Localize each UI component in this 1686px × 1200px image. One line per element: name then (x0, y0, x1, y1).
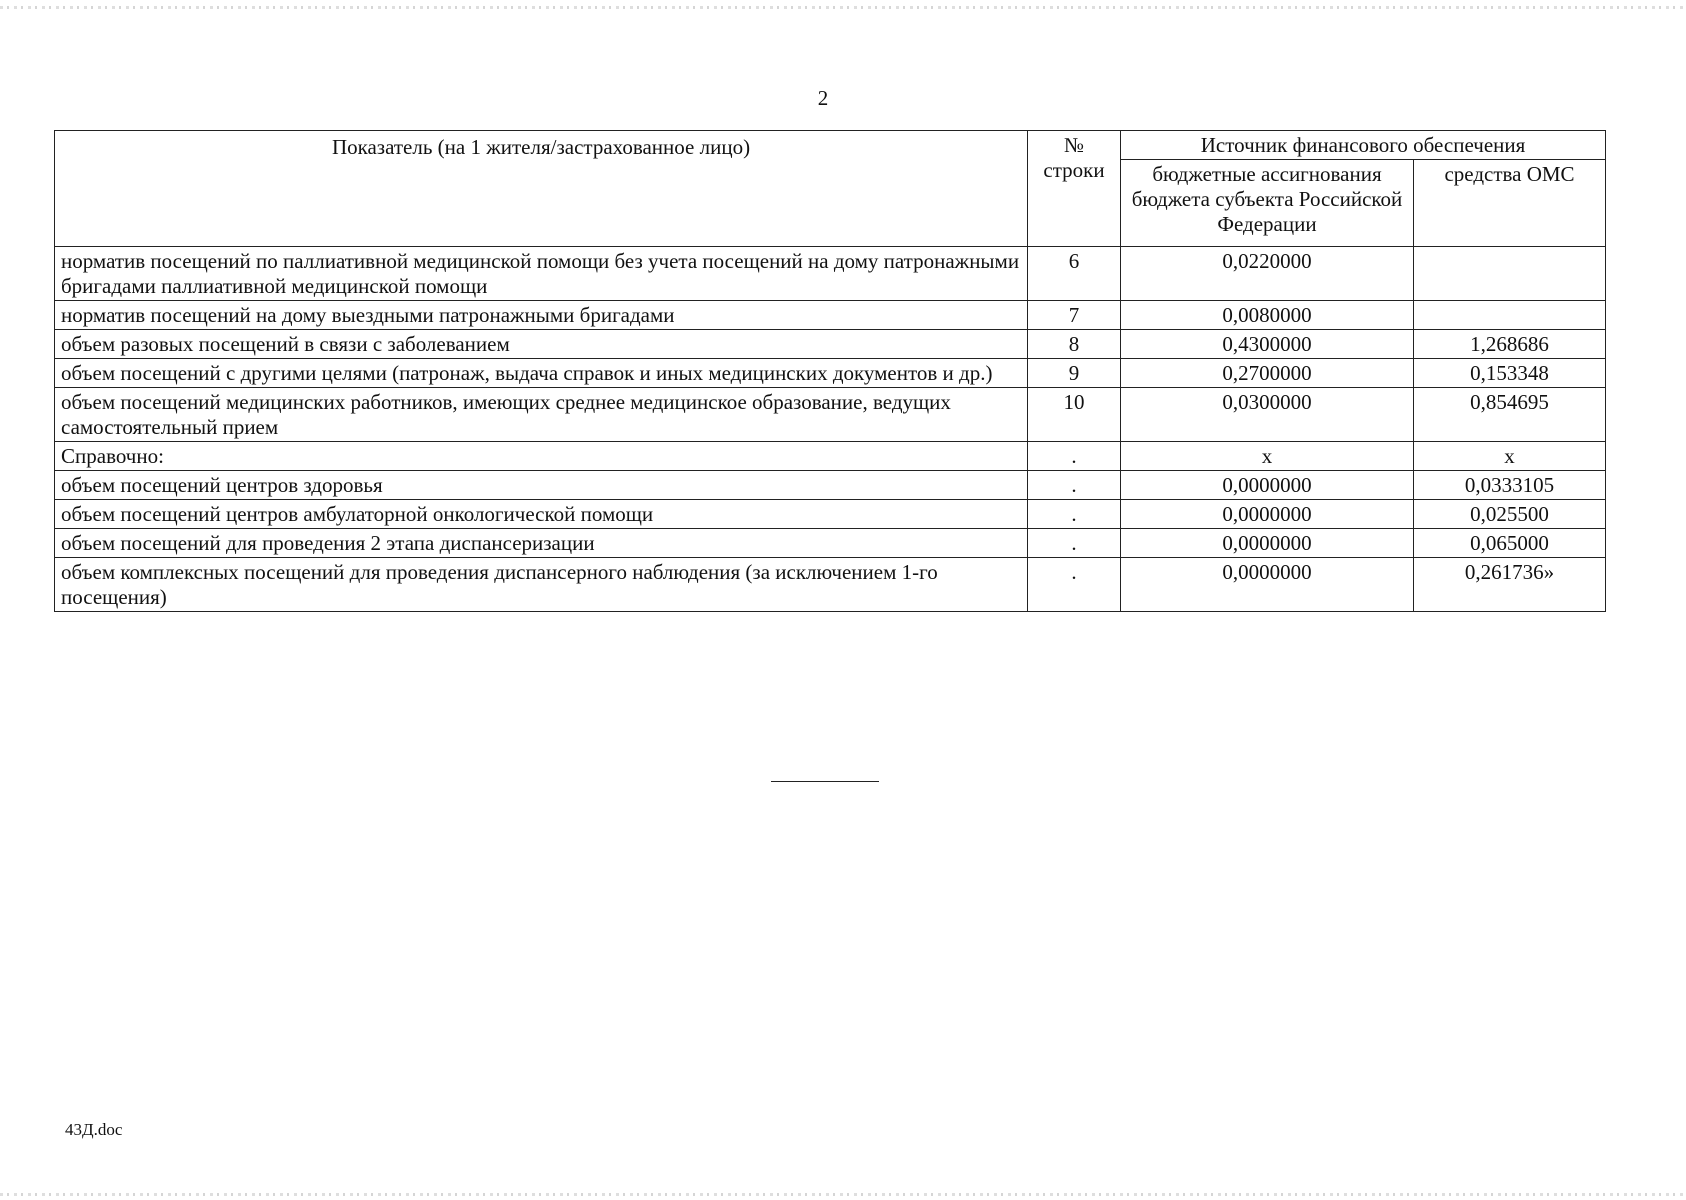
row-oms-value (1414, 301, 1606, 330)
row-budget-value: 0,2700000 (1121, 359, 1414, 388)
row-budget-value: 0,0220000 (1121, 247, 1414, 301)
row-budget-value: 0,0000000 (1121, 529, 1414, 558)
row-indicator: объем разовых посещений в связи с заболеванием (55, 330, 1028, 359)
row-number: . (1028, 500, 1121, 529)
table-row (55, 301, 1606, 330)
header-row-top (55, 131, 1606, 160)
header-row-number (1028, 131, 1121, 247)
row-indicator: объем посещений для проведения 2 этапа диспансеризации (55, 529, 1028, 558)
row-budget-value: х (1121, 442, 1414, 471)
row-oms-value: 0,261736» (1414, 558, 1606, 612)
table-row (55, 442, 1606, 471)
row-indicator: объем комплексных посещений для проведения диспансерного наблюдения (за исключением 1-го посещения) (55, 558, 1028, 612)
row-number: 8 (1028, 330, 1121, 359)
row-oms-value: 0,065000 (1414, 529, 1606, 558)
row-number: . (1028, 558, 1121, 612)
row-indicator: Справочно: (55, 442, 1028, 471)
header-indicator: Показатель (на 1 жителя/застрахованное лицо) (55, 131, 1028, 247)
table-row (55, 388, 1606, 442)
row-indicator: объем посещений центров здоровья (55, 471, 1028, 500)
row-oms-value: 0,025500 (1414, 500, 1606, 529)
row-oms-value: 0,854695 (1414, 388, 1606, 442)
table-row (55, 359, 1606, 388)
row-number: 10 (1028, 388, 1121, 442)
file-name: 43Д.doc (65, 1120, 123, 1139)
row-number: . (1028, 529, 1121, 558)
row-budget-value: 0,0000000 (1121, 471, 1414, 500)
row-number: 9 (1028, 359, 1121, 388)
header-oms: средства ОМС (1414, 160, 1606, 247)
row-number: 6 (1028, 247, 1121, 301)
table-row (55, 471, 1606, 500)
table-row (55, 330, 1606, 359)
row-number: . (1028, 471, 1121, 500)
row-budget-value: 0,0080000 (1121, 301, 1414, 330)
row-number: 7 (1028, 301, 1121, 330)
row-oms-value: 0,0333105 (1414, 471, 1606, 500)
table-row (55, 529, 1606, 558)
row-indicator: норматив посещений на дому выездными патронажными бригадами (55, 301, 1028, 330)
header-row-number-symbol: № (1063, 133, 1085, 157)
row-indicator: объем посещений центров амбулаторной онкологической помощи (55, 500, 1028, 529)
row-indicator: объем посещений с другими целями (патронаж, выдача справок и иных медицинских документов и др.) (55, 359, 1028, 388)
header-row-number-label: строки (1043, 158, 1105, 182)
row-indicator: объем посещений медицинских работников, имеющих среднее медицинское образование, ведущих самостоятельный прием (55, 388, 1028, 442)
table-row (55, 500, 1606, 529)
row-oms-value (1414, 247, 1606, 301)
scan-edge-top (0, 6, 1686, 9)
row-number: . (1028, 442, 1121, 471)
table-row (55, 558, 1606, 612)
row-oms-value: х (1414, 442, 1606, 471)
table-body (55, 247, 1606, 612)
scan-edge-bottom (0, 1193, 1686, 1196)
indicators-table (54, 130, 1606, 612)
row-budget-value: 0,4300000 (1121, 330, 1414, 359)
header-funding-source: Источник финансового обеспечения (1121, 131, 1606, 160)
row-oms-value: 1,268686 (1414, 330, 1606, 359)
end-of-document-rule (771, 781, 879, 782)
row-oms-value: 0,153348 (1414, 359, 1606, 388)
header-budget: бюджетные ассигнования бюджета субъекта Российской Федерации (1121, 160, 1414, 247)
row-budget-value: 0,0300000 (1121, 388, 1414, 442)
row-budget-value: 0,0000000 (1121, 500, 1414, 529)
table-row (55, 247, 1606, 301)
row-indicator: норматив посещений по паллиативной медицинской помощи без учета посещений на дому патронажными бригадами паллиативной медицинской помощи (55, 247, 1028, 301)
page-number: 2 (817, 86, 829, 110)
row-budget-value: 0,0000000 (1121, 558, 1414, 612)
table-header (55, 131, 1606, 247)
